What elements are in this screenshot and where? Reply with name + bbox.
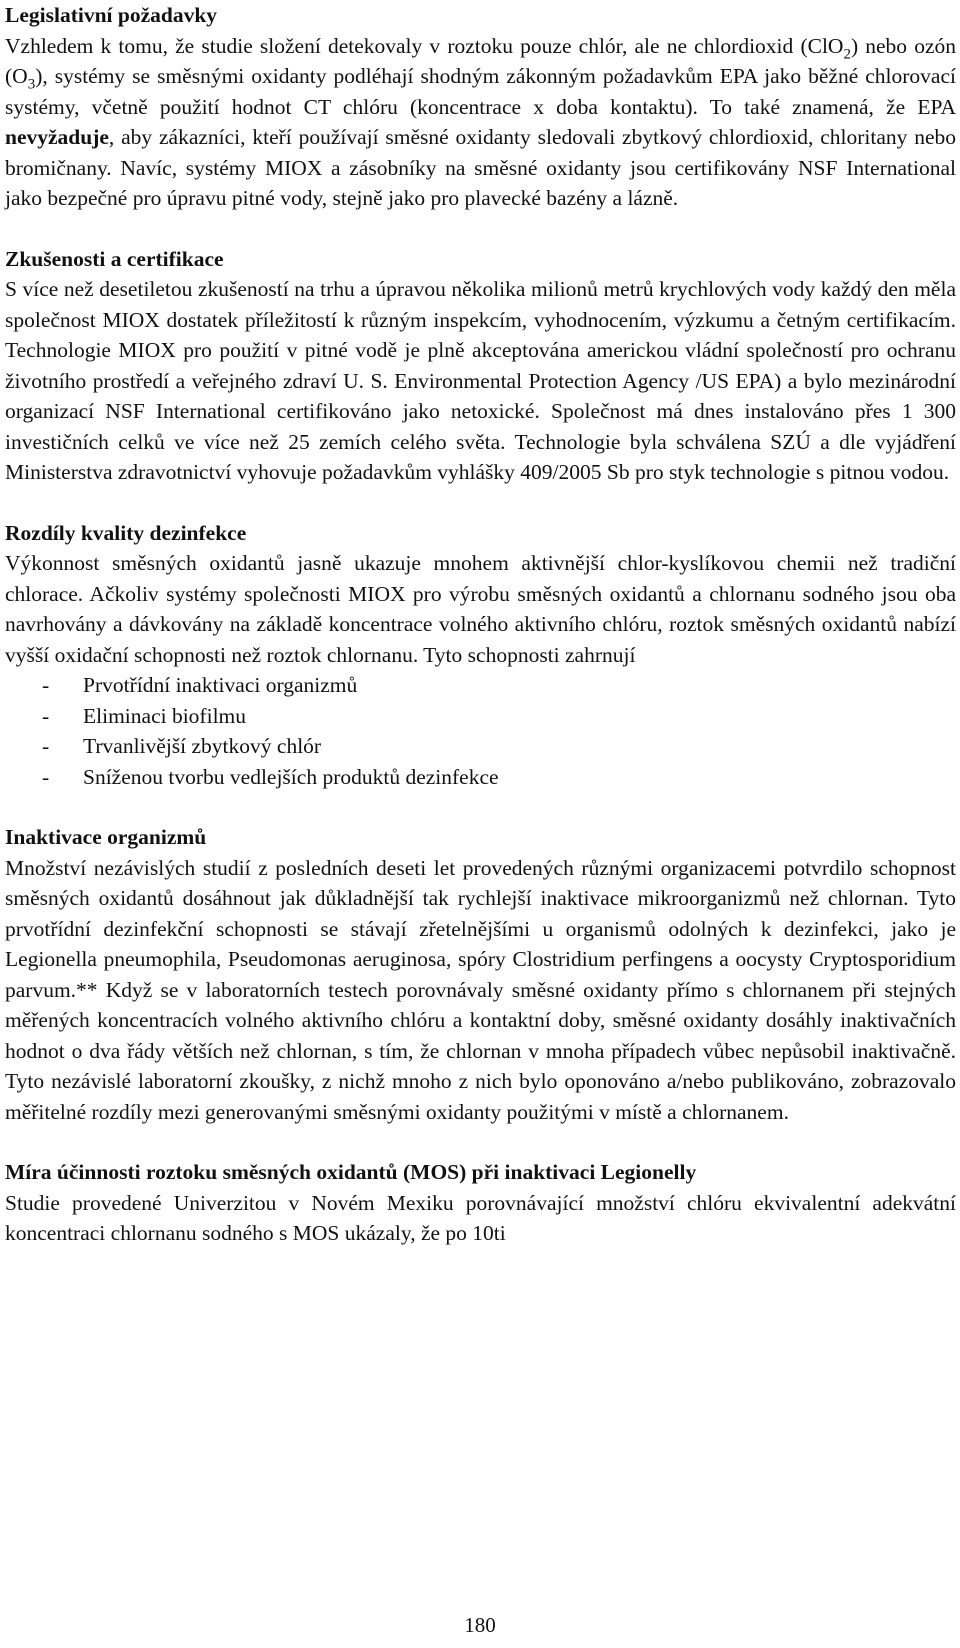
section-heading: Inaktivace organizmů — [5, 825, 207, 849]
document-page — [5, 0, 956, 1279]
list-item-text: Sníženou tvorbu vedlejších produktů dezinfekce — [83, 764, 499, 789]
section-legionella-efficacy — [5, 1157, 956, 1249]
list-dash: - — [42, 764, 50, 789]
paragraph-text: ), systémy se směsnými oxidanty podléhají shodným zákonným požadavkům EPA jako běžné chlorovací systémy, včetně použití hodnot CT chlóru (koncentrace x doba kontaktu). To také znamená, že EPA — [5, 64, 956, 119]
list-item — [5, 762, 956, 793]
subscript: 2 — [843, 45, 851, 62]
list-dash: - — [42, 673, 50, 697]
list-dash: - — [42, 703, 50, 728]
section-heading: Legislativní požadavky — [5, 3, 218, 27]
section-paragraph: Studie provedené Univerzitou v Novém Mexiku porovnávající množství chlóru ekvivalentní adekvátní koncentraci chlornanu sodného s MOS ukázaly, že po 10ti — [5, 1190, 956, 1245]
section-paragraph: S více než desetiletou zkušeností na trhu a úpravou několika milionů metrů krychlových vody každý den měla společnost MIOX dostatek příležitostí k různým inspekcím, vyhodnocením, výzkumu a četným certifikacím. Technologie MIOX pro použití v pitné vodě je plně akceptována americkou vládní společností pro ochranu životního prostředí a veřejného zdraví U. S. Environmental Protection Agency /US EPA) a bylo mezinárodní organizací NSF International certifikováno jako netoxické. Společnost má dnes instalováno přes 1 300 investičních celků ve více než 25 zemích celého světa. Technologie byla schválena SZÚ a dle vyjádření Ministerstva zdravotnictví vyhovuje požadavkům vyhlášky 409/2005 Sb pro styk technologie s pitnou vodou. — [5, 277, 956, 484]
list-item-text: Prvotřídní inaktivaci organizmů — [83, 673, 358, 697]
capability-list — [5, 670, 956, 792]
list-item — [5, 701, 956, 732]
list-item-text: Eliminaci biofilmu — [83, 703, 247, 728]
list-item-text: Trvanlivější zbytkový chlór — [83, 734, 322, 758]
section-heading: Míra účinnosti roztoku směsných oxidantů (MOS) při inaktivaci Legionelly — [5, 1160, 697, 1184]
section-paragraph — [5, 31, 956, 214]
section-heading: Zkušenosti a certifikace — [5, 246, 224, 271]
section-disinfection-quality — [5, 518, 956, 793]
section-experience-certification — [5, 244, 956, 488]
list-item — [5, 731, 956, 762]
paragraph-text: ) nebo ozón (O — [5, 33, 957, 88]
section-paragraph: Množství nezávislých studií z posledních deseti let provedených různými organizacemi potvrdilo schopnost směsných oxidantů dosáhnout jak důkladnější tak rychlejší inaktivace mikroorganizmů než chlornan. Tyto prvotřídní dezinfekční schopnosti se stávají zřetelnějšími u organismů odolných k dezinfekci, jako je Legionella pneumophila, Pseudomonas aeruginosa, spóry Clostridium perfingens a oocysty Cryptosporidium parvum.** Když se v laboratorních testech porovnávaly směsné oxidanty přímo s chlornanem při stejných měřených koncentracích volného aktivního chlóru a kontaktní doby, směsné oxidanty dosáhly inaktivačních hodnot o dva řády větších než chlornan, s tím, že chlornan v mnoha případech vůbec nepůsobil inaktivačně. Tyto nezávislé laboratorní zkoušky, z nichž mnoho z nich bylo oponováno a/nebo publikováno, zobrazovalo měřitelné rozdíly mezi generovanými směsnými oxidanty použitými v místě a chlornanem. — [5, 855, 956, 1124]
paragraph-text: Vzhledem k tomu, že studie složení detekovaly v roztoku pouze chlór, ale ne chlordioxid (ClO — [5, 33, 844, 58]
paragraph-text: , aby zákazníci, kteří používají směsné oxidanty sledovali zbytkový chlordioxid, chloritany nebo bromičnany. Navíc, systémy MIOX a zásobníky na směsné oxidanty jsou certifikovány NSF International jako bezpečné pro úpravu pitné vody, stejně jako pro plavecké bazény a lázně. — [5, 125, 956, 210]
subscript: 3 — [27, 76, 36, 93]
section-paragraph: Výkonnost směsných oxidantů jasně ukazuje mnohem aktivnější chlor-kyslíkovou chemii než tradiční chlorace. Ačkoliv systémy společnosti MIOX pro výrobu směsných oxidantů a chlornanu sodného jsou oba navrhovány a dávkovány na základě koncentrace volného aktivního chlóru, roztok směsných oxidantů nabízí vyšší oxidační schopnosti než roztok chlornanu. Tyto schopnosti zahrnují — [5, 551, 956, 667]
section-legislative-requirements — [5, 0, 956, 214]
section-organism-inactivation — [5, 822, 956, 1127]
list-dash: - — [42, 734, 50, 758]
page-number: 180 — [464, 1613, 496, 1637]
section-heading: Rozdíly kvality dezinfekce — [5, 520, 247, 545]
emphasis-text: nevyžaduje — [5, 125, 109, 149]
list-item — [5, 670, 956, 701]
